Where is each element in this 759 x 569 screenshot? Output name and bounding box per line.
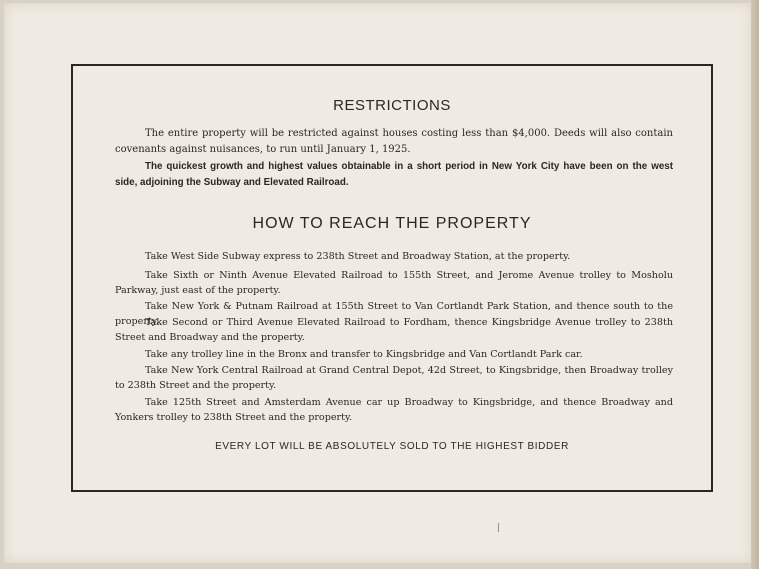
document-page — [4, 3, 752, 563]
direction-item: Take any trolley line in the Bronx and transfer to Kingsbridge and Van Cortlandt Park car. — [145, 349, 583, 360]
growth-paragraph: The quickest growth and highest values obtainable in a short period in New York City have been on the west side, adjoining the Subway and Elevated Railroad. — [115, 161, 673, 188]
direction-item: Take West Side Subway express to 238th Street and Broadway Station, at the property. — [145, 251, 571, 262]
page-mark — [498, 523, 499, 532]
direction-item: Take Sixth or Ninth Avenue Elevated Railroad to 155th Street, and Jerome Avenue trolley to Mosholu Parkway, just east of the property. — [115, 270, 673, 296]
direction-item: Take 125th Street and Amsterdam Avenue car up Broadway to Kingsbridge, and thence Broadway and Yonkers trolley to 238th Street and the property. — [115, 397, 673, 423]
direction-item: Take New York Central Railroad at Grand Central Depot, 42d Street, to Kingsbridge, then Broadway trolley to 238th Street and the property. — [115, 365, 673, 391]
auction-footer: EVERY LOT WILL BE ABSOLUTELY SOLD TO THE HIGHEST BIDDER — [215, 441, 569, 452]
directions-heading: HOW TO REACH THE PROPERTY — [252, 215, 532, 232]
restrictions-heading: RESTRICTIONS — [333, 97, 451, 114]
content-frame — [71, 64, 713, 492]
restrictions-paragraph: The entire property will be restricted against houses costing less than $4,000. Deeds will also contain covenants against nuisances, to run until January 1, 1925. — [115, 128, 673, 155]
page-edge — [751, 0, 759, 569]
direction-item: Take Second or Third Avenue Elevated Railroad to Fordham, thence Kingsbridge Avenue trolley to 238th Street and Broadway and the property. — [115, 317, 673, 343]
direction-item: Take New York & Putnam Railroad at 155th Street to Van Cortlandt Park Station, and thence south to the property. — [115, 301, 673, 327]
